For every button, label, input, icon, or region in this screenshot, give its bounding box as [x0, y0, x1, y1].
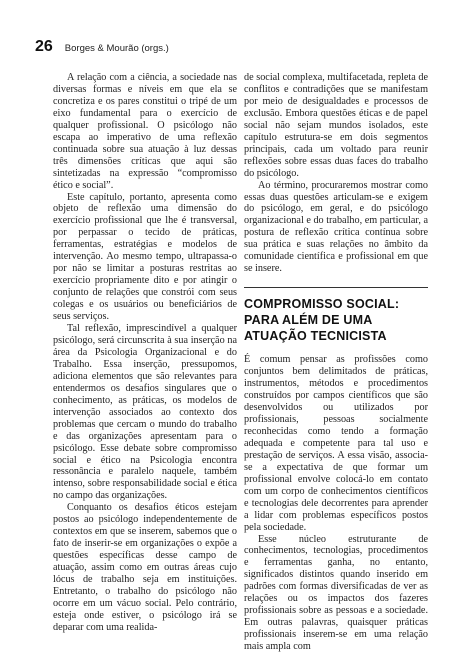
body-paragraph: Conquanto os desafios éticos estejam postos ao psicólogo independentemente de contextos em que se inserem, sabemos que o fato de inserir-se em organizações o expõe a questões específicas desse campo de atuação, assim como em outras áreas cujo lócus de trabalho seja em instituições. Entretanto, o trabalho do psicólogo não ocorre em um vácuo social. Pelo contrário, esteja onde estiver, o psicólogo irá se deparar com uma realida- — [53, 502, 237, 633]
section-heading: COMPROMISSO SOCIAL: PARA ALÉM DE UMA ATUAÇÃO TECNICISTA — [244, 297, 400, 344]
page-number: 26 — [35, 38, 53, 55]
section-paragraph: Esse núcleo estruturante de conhecimentos, tecnologias, procedimentos e ferramentas ganha, no entanto, significados distintos quando inserido em padrões com formas diversificadas de ver as relações ou os impactos dos fazeres profissionais sobre as pessoas e a sociedade. Em outras palavras, quaisquer práticas profissionais inserem-se em uma relação mais ampla com — [244, 533, 428, 653]
left-column — [53, 72, 237, 634]
body-paragraph: A relação com a ciência, a sociedade nas diversas formas e níveis em que ela se concretiza e os pares constitui o tripé de um eixo fundamental para o exercício de qualquer profissional. O psicólogo não escapa ao imperativo de uma reflexão continuada sobre sua atuação à luz dessas três dimensões críticas que aqui são sintetizadas na expressão “compromisso ético e social”. — [53, 72, 237, 191]
body-paragraph: Tal reflexão, imprescindível a qualquer psicólogo, será circunscrita à sua inserção na área da Psicologia Organizacional e do Trabalho. Essa inserção, pressupomos, adiciona elementos que são relevantes para entendermos os desafios singulares que o conhecimento, as práticas, os modelos de intervenção associados ao contexto dos problemas que cercam o mundo do trabalho e das organizações apresentam para o psicólogo. Esse debate sobre compromisso social e ético na Psicologia encontra ressonância e paralelo naquele, também intenso, sobre responsabilidade social e ética no campo das organizações. — [53, 323, 237, 502]
body-paragraph: Este capítulo, portanto, apresenta como objeto de reflexão uma dimensão do exercício profissional que lhe é transversal, por perpassar o tecido de práticas, ferramentas, estratégias e modelos de intervenção. Ao mesmo tempo, ultrapassa-o por não se limitar a posturas restritas ao exercício propriamente dito e por atingir o conjunto de relações que constrói com seus colegas e os usuários ou beneficiários de seus serviços. — [53, 191, 237, 323]
section-divider — [244, 287, 428, 288]
section-paragraph: É comum pensar as profissões como conjuntos bem delimitados de práticas, instrumentos, métodos e procedimentos construídos por campos científicos que são desenvolvidos ou utilizados por profissionais, pessoas socialmente reconhecidas como tendo a formação adequada e competente para tal uso e prestação de serviços. A essa visão, associa-se a expectativa de que formar um profissional envolve colocá-lo em contato com um corpo de conhecimentos científicos e tecnologias dele decorrentes para aprender a lidar com problemas específicos postos pela sociedade. — [244, 354, 428, 533]
page-header — [35, 38, 169, 58]
body-paragraph-continued: de social complexa, multifacetada, repleta de conflitos e contradições que se manifestam por meio de desigualdades e processos de exclusão. Embora questões éticas e de papel social não sejam mundos isolados, este capítulo estrutura-se em dois segmentos principais, cada um voltado para reunir reflexões sobre essas duas faces do trabalho do psicólogo. — [244, 72, 428, 179]
right-column — [244, 72, 428, 653]
body-paragraph: Ao término, procuraremos mostrar como essas duas questões articulam-se e exigem do psicólogo, em geral, e do psicólogo organizacional e do trabalho, em particular, a postura de reflexão crítica contínua sobre sua prática e suas relações no âmbito da comunidade científica e profissional em que se insere. — [244, 179, 428, 275]
running-title: Borges & Mourão (orgs.) — [64, 43, 169, 54]
